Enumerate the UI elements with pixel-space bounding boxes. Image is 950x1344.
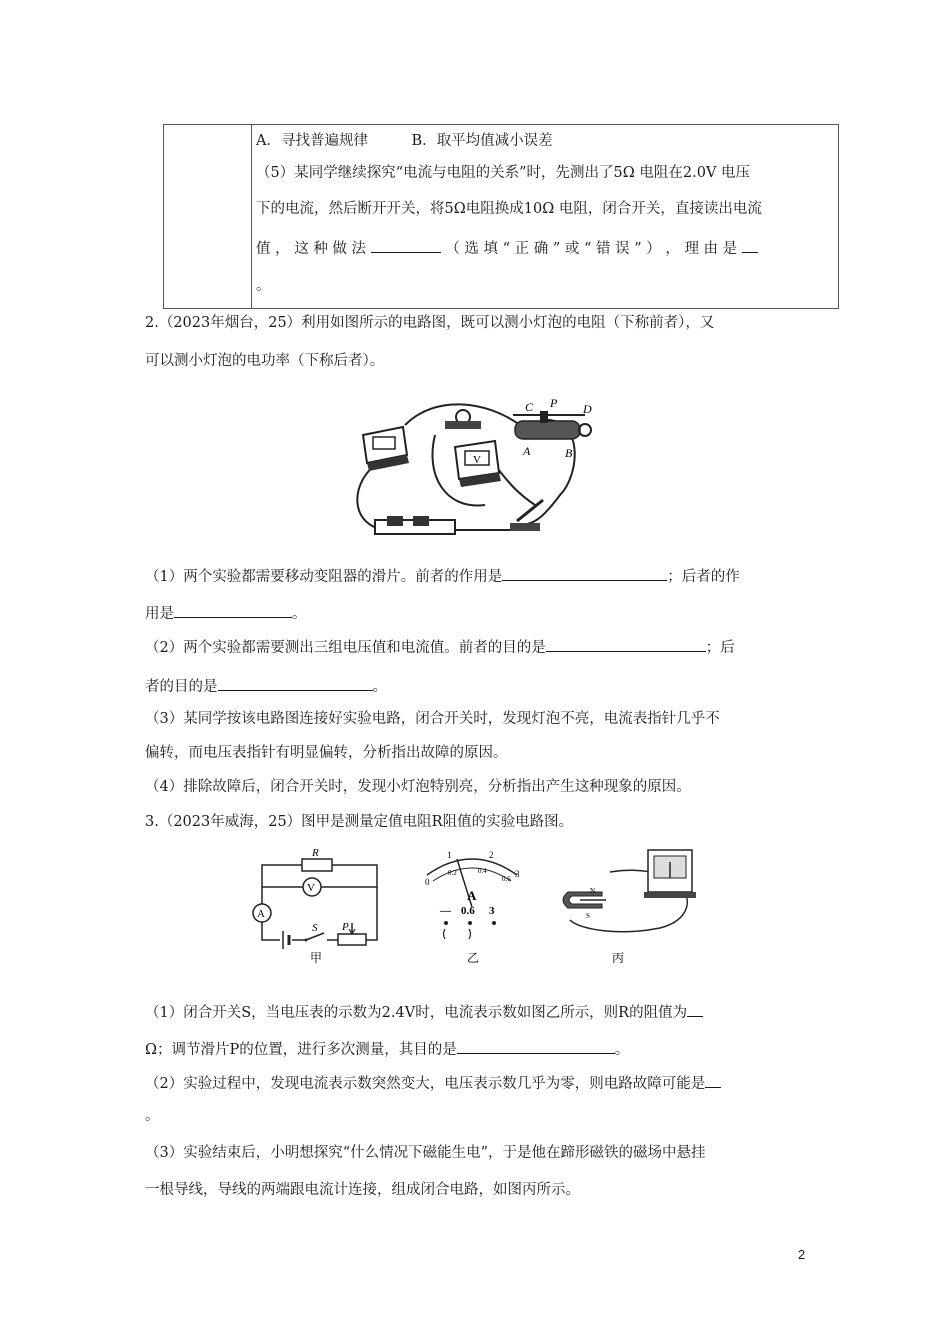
dial-small-3: 0.6 <box>502 875 511 883</box>
q2-p2a: （2）两个实验都需要测出三组电压值和电流值。前者的目的是 <box>145 640 546 656</box>
rheostat-symbol <box>338 934 366 945</box>
q2-p2d: 。 <box>372 679 387 695</box>
q2-p2-line1 <box>145 637 810 658</box>
table-q5-line2: 下的电流，然后断开开关，将5Ω电阻换成10Ω 电阻，闭合开关，直接读出电流 <box>256 201 762 217</box>
resistor-r <box>302 859 332 871</box>
table-q5-line3b: （ 选 填 “ 正 确 ” 或 “ 错 误 ” ） ， 理 由 是 <box>445 241 738 257</box>
table-q5-line1: （5）某同学继续探究“电流与电阻的关系”时，先测出了5Ω 电阻在2.0V 电压 <box>256 165 751 181</box>
answer-blank[interactable] <box>371 238 441 253</box>
dial-tick-3: 3 <box>515 869 520 879</box>
rheostat-label-p: P <box>550 396 558 410</box>
dial-unit: A <box>467 888 477 903</box>
fig-bing-caption: 丙 <box>612 951 625 965</box>
dial-tick-0: 0 <box>425 877 430 887</box>
q3-p2a: （2）实验过程中，发现电流表示数突然变大，电压表示数几乎为零，则电路故障可能是 <box>145 1076 706 1092</box>
voltmeter-letter: V <box>307 882 315 894</box>
circuit-outline <box>262 865 377 940</box>
resistor-label: R <box>312 847 319 859</box>
answer-blank[interactable] <box>546 637 706 652</box>
slider-label: P <box>342 921 349 933</box>
q3-p3-line1: （3）实验结束后，小明想探究“什么情况下磁能生电”，于是他在蹄形磁铁的磁场中悬挂 <box>145 1145 706 1161</box>
answer-blank[interactable] <box>218 676 373 691</box>
q2-p2-line2 <box>145 676 810 697</box>
page-number: 2 <box>798 1247 806 1262</box>
fig-jia-caption: 甲 <box>310 951 323 965</box>
q3-p2-line2: 。 <box>145 1108 160 1124</box>
magnet-pole-n: N <box>590 887 596 895</box>
q2-intro-line2: 可以测小灯泡的电功率（下称后者）。 <box>145 353 385 369</box>
rheostat-label-a: A <box>523 444 531 458</box>
answer-blank[interactable] <box>457 1039 615 1054</box>
rheostat-label-b: B <box>565 446 573 460</box>
fig-yi-ammeter-dial <box>405 845 540 965</box>
bulb-holder <box>445 410 481 429</box>
answer-blank[interactable] <box>174 603 292 618</box>
q2-p1-line1 <box>145 566 810 587</box>
ammeter-box <box>363 427 409 471</box>
rheostat <box>513 396 592 460</box>
fig-yi-caption: 乙 <box>467 951 480 965</box>
q3-intro: 3.（2023年威海，25）图甲是测量定值电阻R阻值的实验电路图。 <box>145 814 574 830</box>
q3-p1b: Ω；调节滑片P的位置，进行多次测量，其目的是 <box>145 1042 457 1058</box>
q2-p3-line1: （3）某同学按该电路图连接好实验电路，闭合开关时，发现灯泡不亮，电流表指针几乎不 <box>145 711 720 727</box>
switch-label: S <box>312 922 318 934</box>
q3-p1-line2 <box>145 1039 810 1060</box>
switch <box>510 500 543 531</box>
q2-p1b: ；后者的作 <box>667 569 740 585</box>
wire <box>495 465 535 505</box>
q3-p1c: 。 <box>614 1042 630 1058</box>
magnet-pole-s: S <box>586 912 590 920</box>
q2-p4: （4）排除故障后，闭合开关时，发现小灯泡特别亮，分析指出产生这种现象的原因。 <box>145 779 691 795</box>
answer-blank[interactable] <box>687 1002 703 1017</box>
table-q5-line3a: 值 ， 这 种 做 法 <box>256 241 367 257</box>
rheostat-label-c: C <box>525 400 534 414</box>
q3-p2-line1 <box>145 1073 810 1094</box>
voltmeter-label: V <box>473 454 481 466</box>
table-options: A．寻找普遍规律 B．取平均值减小误差 <box>256 133 553 149</box>
answer-blank[interactable] <box>502 566 667 581</box>
dial-small-2: 0.4 <box>478 867 487 875</box>
ammeter-letter: A <box>257 908 265 920</box>
q3-p3-line2: 一根导线，导线的两端跟电流计连接，组成闭合电路，如图丙所示。 <box>145 1182 580 1198</box>
rheostat-label-d: D <box>583 402 592 416</box>
battery-pack <box>375 516 455 534</box>
dial-small-1: 0.2 <box>448 869 457 877</box>
terminal-06: 0.6 <box>461 905 475 917</box>
fig-jia-circuit-diagram <box>250 845 385 965</box>
q2-circuit-photo <box>345 385 605 545</box>
q2-intro-line1: 2.（2023年烟台，25）利用如图所示的电路图，既可以测小灯泡的电阻（下称前者），又 <box>145 315 715 331</box>
q3-p1a: （1）闭合开关S，当电压表的示数为2.4V时，电流表示数如图乙所示，则R的阻值为 <box>145 1005 688 1021</box>
terminal-neg: — <box>440 905 451 917</box>
dial-tick-2: 2 <box>489 850 494 860</box>
q2-p1-line2 <box>145 603 810 624</box>
dial-tick-1: 1 <box>447 850 452 860</box>
q3-p1-line1 <box>145 1002 810 1023</box>
answer-blank[interactable] <box>742 238 758 253</box>
q2-p3-line2: 偏转，而电压表指针有明显偏转，分析指出故障的原因。 <box>145 745 508 761</box>
q2-p1a: （1）两个实验都需要移动变阻器的滑片。前者的作用是 <box>145 569 503 585</box>
q2-p2b: ；后 <box>705 640 735 656</box>
table-left-cell <box>164 125 252 309</box>
q2-p1d: 。 <box>292 606 307 622</box>
answer-blank[interactable] <box>705 1073 721 1088</box>
table-q5-line3 <box>256 238 836 259</box>
voltmeter-box <box>455 441 501 487</box>
q2-p1c: 用是 <box>145 606 174 622</box>
fig-bing-magnet-setup <box>550 840 700 965</box>
table-q5-end: 。 <box>256 278 271 294</box>
terminal-3: 3 <box>489 905 495 917</box>
q2-p2c: 者的目的是 <box>145 679 218 695</box>
